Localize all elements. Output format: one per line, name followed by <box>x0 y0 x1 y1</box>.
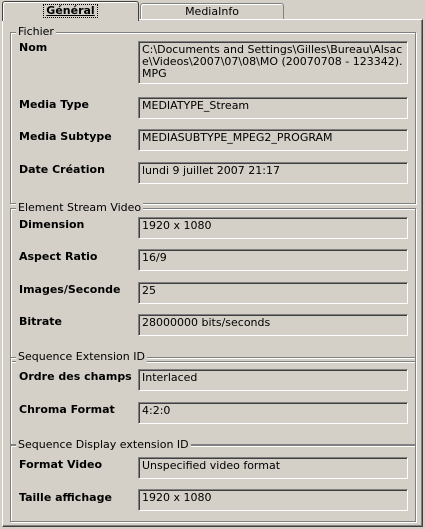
chroma-format-field[interactable]: 4:2:0 <box>138 402 408 424</box>
media-subtype-label: Media Subtype <box>19 130 112 143</box>
format-video-label: Format Video <box>19 458 103 471</box>
dimension-field[interactable]: 1920 x 1080 <box>138 217 408 239</box>
nom-field[interactable]: C:\Documents and Settings\Gilles\Bureau\Alsace\Videos\2007\07\08\MO (20070708 - 123342).MPG <box>138 41 408 84</box>
taille-affichage-label: Taille affichage <box>19 491 112 504</box>
media-subtype-field[interactable]: MEDIASUBTYPE_MPEG2_PROGRAM <box>138 129 408 151</box>
images-seconde-label: Images/Seconde <box>19 283 121 296</box>
bitrate-label: Bitrate <box>19 315 62 328</box>
media-type-label: Media Type <box>19 98 90 111</box>
ordre-champs-field[interactable]: Interlaced <box>138 369 408 391</box>
date-creation-label: Date Création <box>19 163 105 176</box>
group-title: Sequence Extension ID <box>18 350 145 363</box>
format-video-field[interactable]: Unspecified video format <box>138 457 408 479</box>
tab-mediainfo[interactable] <box>140 3 284 20</box>
tab-mediainfo-label: MediaInfo <box>185 5 239 18</box>
ordre-champs-label: Ordre des champs <box>19 370 132 383</box>
group-title: Sequence Display extension ID <box>18 438 189 451</box>
group-sequence-display <box>10 438 416 522</box>
nom-label: Nom <box>19 41 48 54</box>
images-seconde-field[interactable]: 25 <box>138 282 408 304</box>
date-creation-field[interactable]: lundi 9 juillet 2007 21:17 <box>138 162 408 184</box>
media-type-field[interactable]: MEDIATYPE_Stream <box>138 97 408 119</box>
tab-general-label: Général <box>43 4 97 18</box>
properties-panel <box>2 19 423 527</box>
group-title: Element Stream Video <box>18 201 142 214</box>
group-title: Fichier <box>18 25 54 38</box>
tab-general[interactable] <box>2 1 139 21</box>
group-fichier <box>10 25 416 204</box>
group-element-stream-video <box>10 201 416 362</box>
aspect-ratio-field[interactable]: 16/9 <box>138 249 408 271</box>
bitrate-field[interactable]: 28000000 bits/seconds <box>138 314 408 336</box>
group-sequence-extension <box>10 350 416 445</box>
aspect-ratio-label: Aspect Ratio <box>19 250 98 263</box>
chroma-format-label: Chroma Format <box>19 403 115 416</box>
dimension-label: Dimension <box>19 218 85 231</box>
taille-affichage-field[interactable]: 1920 x 1080 <box>138 489 408 511</box>
